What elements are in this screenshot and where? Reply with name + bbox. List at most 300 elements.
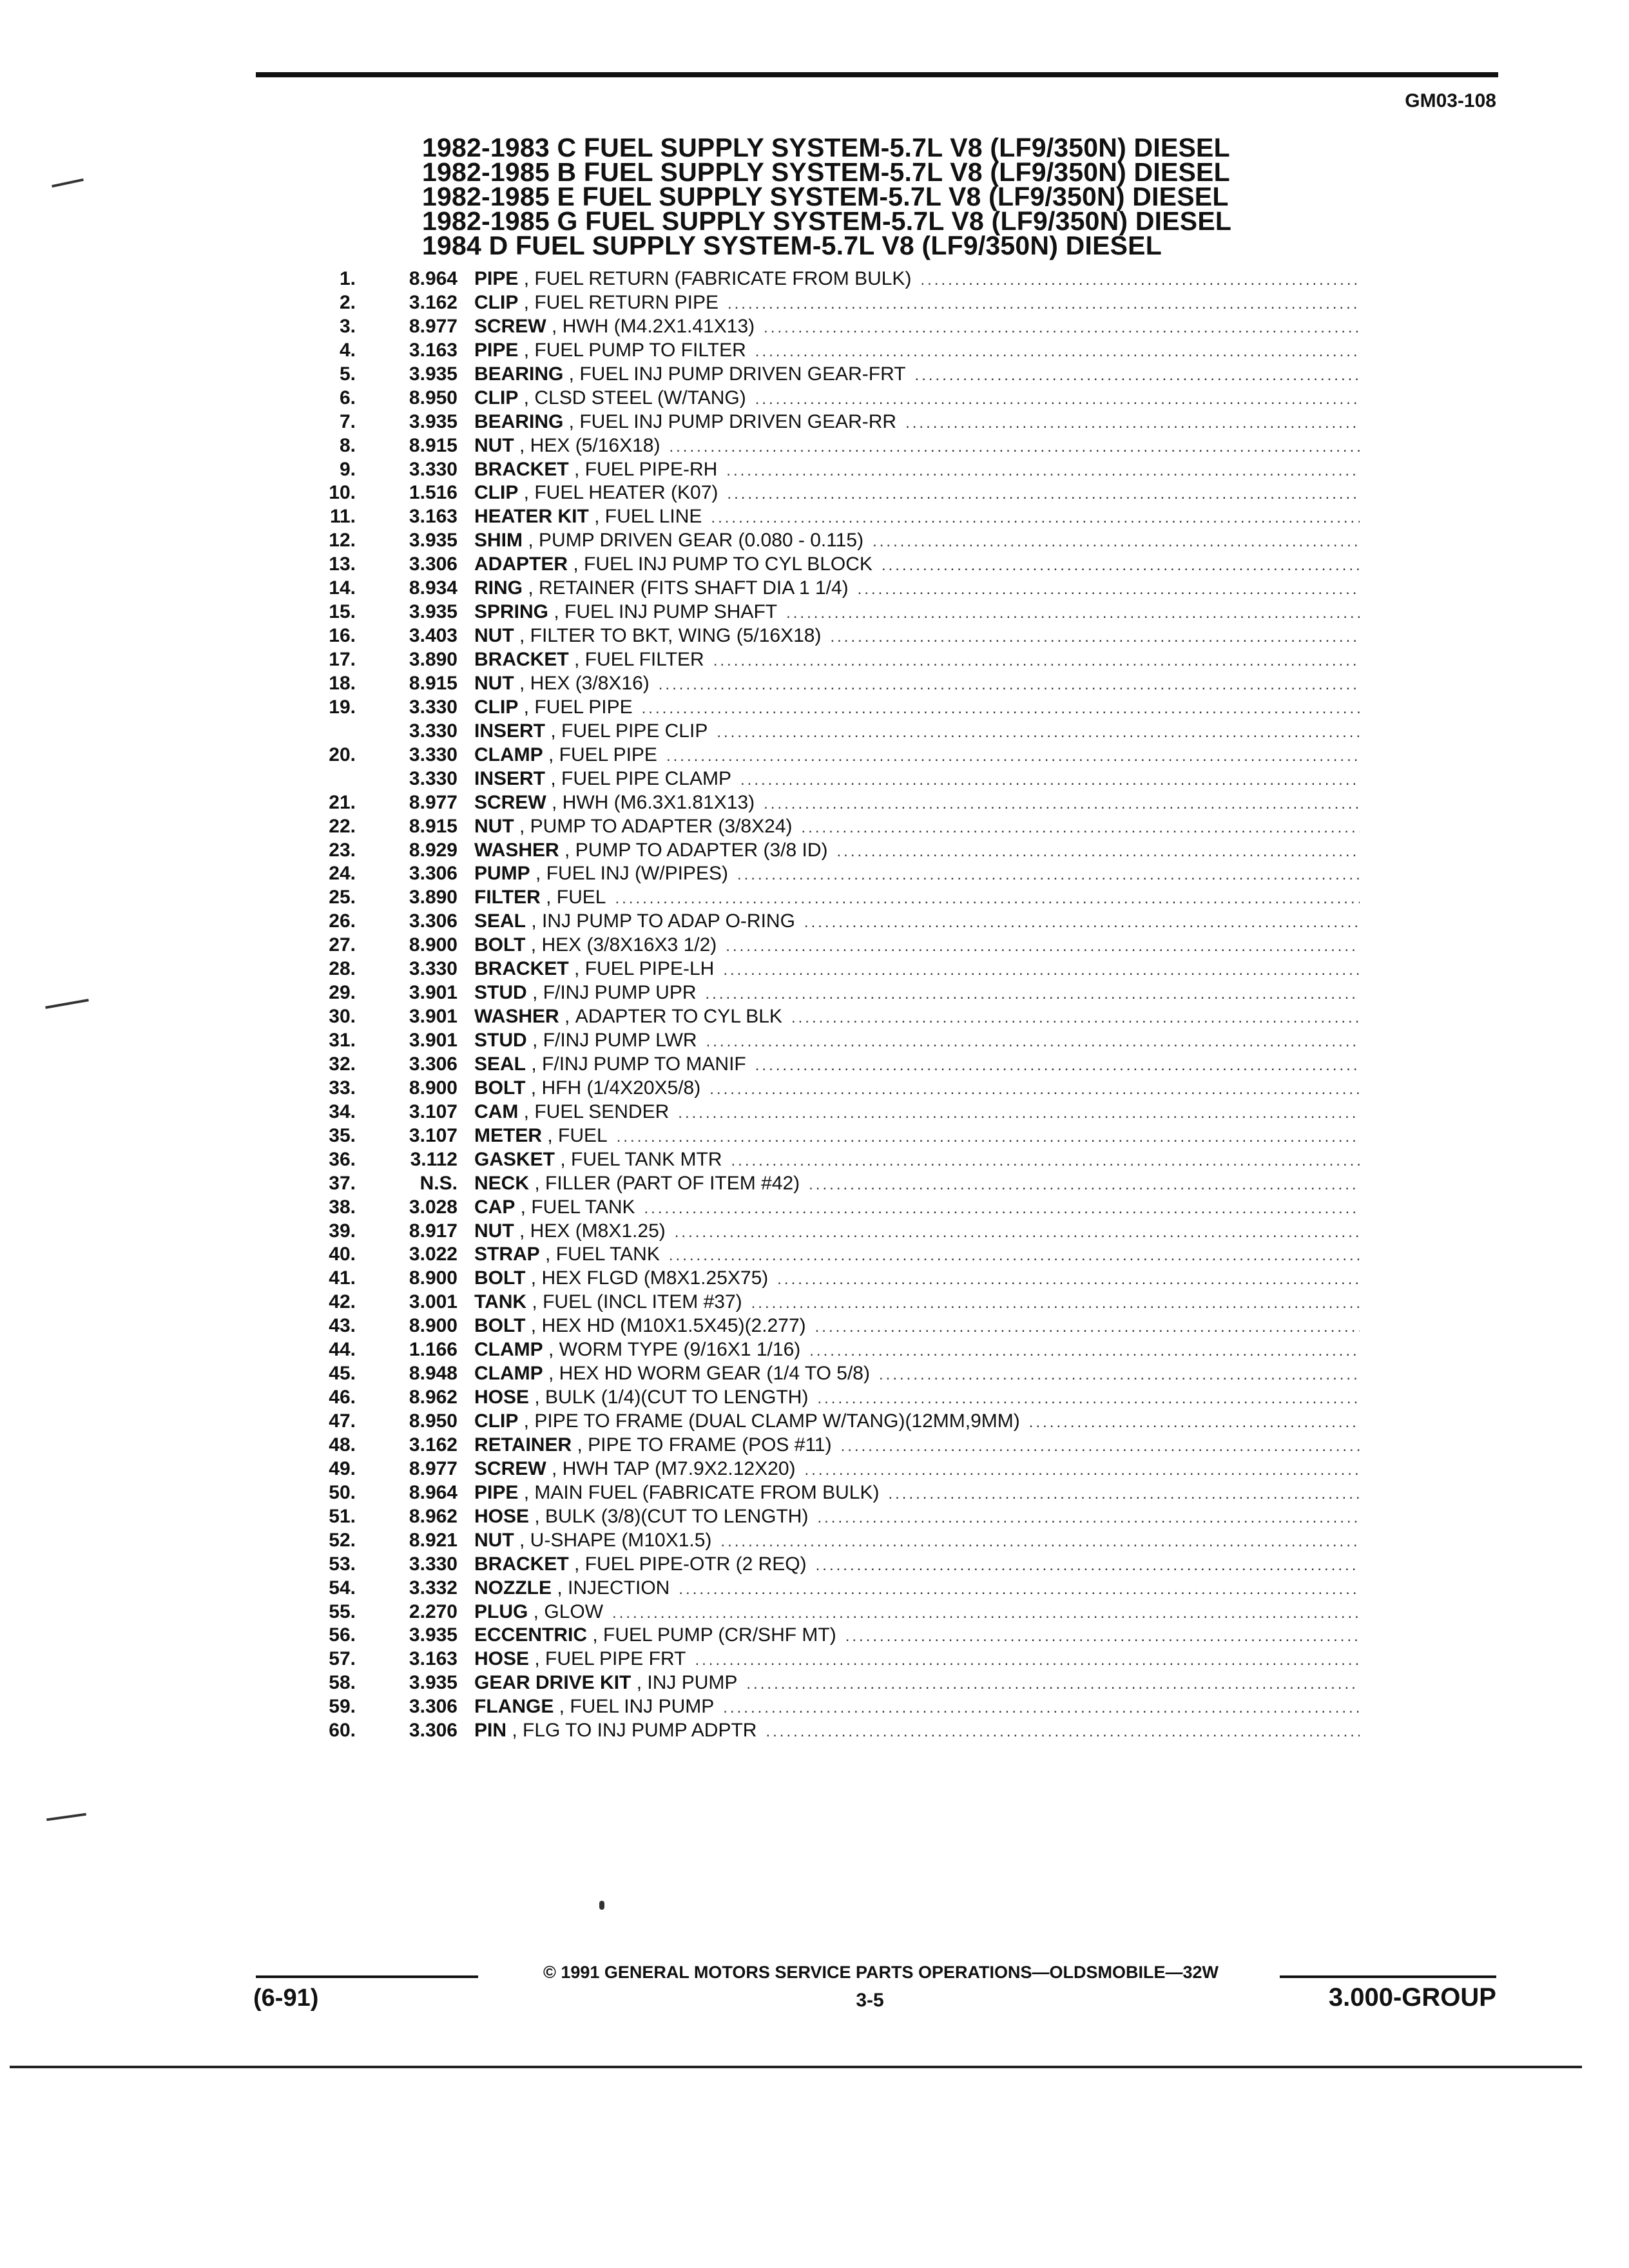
separator: , [529,1648,546,1670]
item-number: 43. [329,1315,356,1337]
separator: , [554,1696,570,1718]
part-detail: U-SHAPE (M10X1.5) [530,1529,712,1551]
separator: , [526,1053,543,1075]
dot-leader [836,840,1360,864]
part-detail: FUEL SENDER [534,1100,670,1122]
group-code: 3.001 [409,1291,458,1313]
group-code: 3.162 [409,291,458,313]
dot-leader [882,554,1360,578]
part-detail: PUMP DRIVEN GEAR (0.080 - 0.115) [539,530,864,552]
item-number: 48. [329,1434,356,1456]
dot-leader [830,626,1360,649]
part-detail: INJ PUMP TO ADAP O-RING [542,910,795,932]
item-number: 5. [339,363,356,385]
part-name: STUD [474,982,527,1004]
item-number: 56. [329,1624,356,1646]
part-name: RING [474,577,523,599]
part-detail: HEX (5/16X18) [530,434,660,456]
part-name: SCREW [474,315,546,337]
part-name: WASHER [474,1006,559,1028]
part-description [458,339,1360,364]
part-detail: FUEL (INCL ITEM #37) [543,1291,742,1313]
part-row [303,1148,1360,1172]
part-detail: F/INJ PUMP LWR [543,1030,697,1051]
part-detail: RETAINER (FITS SHAFT DIA 1 1/4) [539,577,849,599]
group-code: 8.950 [409,1410,458,1432]
group-code: 3.330 [409,720,458,742]
separator: , [588,506,605,528]
part-row [303,363,1360,387]
part-row [303,1505,1360,1529]
part-name: PLUG [474,1600,528,1622]
group-code: 8.962 [409,1505,458,1527]
part-name: CLAMP [474,1339,543,1361]
part-detail: FUEL PIPE CLAMP [561,767,731,789]
part-detail: HEX FLGD (M8X1.25X75) [541,1267,769,1289]
part-detail: FUEL TANK MTR [571,1148,722,1170]
separator: , [518,268,535,289]
part-description [458,744,1360,769]
part-name: PIPE [474,1481,519,1503]
group-code: 8.929 [409,839,458,861]
part-row [303,1457,1360,1481]
group-code: 3.330 [409,744,458,765]
part-description [458,1314,1360,1340]
item-number: 55. [329,1600,356,1622]
dot-leader [858,578,1360,602]
dot-leader [612,1602,1360,1626]
separator: , [525,1267,542,1289]
part-name: HOSE [474,1505,530,1527]
part-name: GASKET [474,1148,555,1170]
separator: , [559,1006,575,1028]
separator: , [525,1077,542,1099]
separator: , [546,791,563,813]
part-detail: FUEL PIPE CLIP [561,720,708,742]
dot-leader [644,1197,1360,1221]
dot-leader [666,745,1360,769]
item-number: 10. [329,482,356,504]
item-number: 7. [339,410,356,432]
part-description [458,1291,1360,1316]
part-row [303,720,1360,744]
item-number: 25. [329,887,356,908]
part-name: NOZZLE [474,1577,552,1599]
dot-leader [726,459,1360,483]
part-description [458,1362,1360,1387]
group-code: 8.915 [409,434,458,456]
separator: , [518,387,535,408]
part-description [458,291,1360,316]
part-row [303,886,1360,910]
group-code: 8.977 [409,315,458,337]
part-row [303,553,1360,577]
separator: , [518,291,535,313]
separator: , [568,458,585,480]
item-number: 26. [329,910,356,932]
part-description [458,957,1360,983]
part-row [303,624,1360,648]
item-number: 21. [329,791,356,813]
item-number: 1. [339,268,356,289]
group-code: 3.306 [409,553,458,575]
part-detail: BULK (1/4)(CUT TO LENGTH) [545,1387,809,1408]
part-detail: BULK (3/8)(CUT TO LENGTH) [545,1505,809,1527]
part-name: FLANGE [474,1696,554,1718]
part-row [303,434,1360,458]
item-number: 42. [329,1291,356,1313]
group-code: 3.935 [409,363,458,385]
item-number: 24. [329,863,356,885]
part-row [303,934,1360,957]
dot-leader [678,1102,1360,1126]
part-row [303,672,1360,696]
part-name: SPRING [474,601,549,623]
part-name: INSERT [474,720,546,742]
part-name: NUT [474,1529,514,1551]
bottom-rule [10,2066,1582,2068]
page-number: 3-5 [856,1990,884,2011]
part-row [303,1648,1360,1671]
dot-leader [872,530,1360,554]
part-description [458,1029,1360,1054]
part-detail: FILTER TO BKT, WING (5/16X18) [530,625,822,647]
part-detail: F/INJ PUMP UPR [543,982,697,1004]
part-name: SEAL [474,910,526,932]
separator: , [526,1291,543,1313]
dot-leader [809,1340,1360,1363]
part-description [458,862,1360,887]
item-number: 46. [329,1387,356,1408]
dot-leader [717,721,1360,745]
part-row [303,1529,1360,1553]
group-code: 8.964 [409,1481,458,1503]
separator: , [543,1363,559,1385]
part-name: STRAP [474,1244,540,1265]
part-description [458,1243,1360,1268]
part-description [458,505,1360,530]
group-code: 3.935 [409,530,458,552]
separator: , [515,1196,532,1218]
scan-mark [52,178,84,187]
part-description [458,1434,1360,1459]
group-code: 8.900 [409,1315,458,1337]
part-name: INSERT [474,767,546,789]
separator: , [631,1672,648,1694]
part-detail: FUEL INJ (W/PIPES) [546,863,728,885]
separator: , [514,1529,530,1551]
group-code: 8.962 [409,1387,458,1408]
part-description [458,458,1360,483]
group-code: 3.901 [409,1006,458,1028]
part-row [303,744,1360,767]
part-row [303,1362,1360,1386]
group-label: 3.000-GROUP [1328,1983,1496,2012]
part-description [458,1577,1360,1602]
item-number: 53. [329,1553,356,1575]
separator: , [529,1172,546,1194]
part-row [303,839,1360,863]
part-name: WASHER [474,839,559,861]
item-number: 44. [329,1339,356,1361]
part-detail: HEX HD WORM GEAR (1/4 TO 5/8) [559,1363,870,1385]
part-detail: FUEL RETURN PIPE [534,291,718,313]
item-number: 28. [329,958,356,980]
item-number: 59. [329,1696,356,1718]
part-description [458,1529,1360,1554]
part-description [458,1624,1360,1649]
part-detail: HEX (M8X1.25) [530,1220,666,1242]
part-description [458,1267,1360,1292]
group-code: 3.028 [409,1196,458,1218]
part-detail: HEX (3/8X16) [530,672,650,694]
part-row [303,1410,1360,1434]
item-number: 13. [329,553,356,575]
separator: , [568,958,585,980]
part-name: PIN [474,1720,507,1742]
part-detail: ADAPTER TO CYL BLK [575,1006,782,1028]
part-row [303,696,1360,720]
group-code: 8.900 [409,1267,458,1289]
part-name: BOLT [474,1315,526,1337]
part-detail: FUEL INJ PUMP TO CYL BLOCK [584,553,872,575]
part-detail: FUEL PIPE [534,696,633,718]
dot-leader [723,959,1360,983]
group-code: 3.901 [409,1030,458,1051]
part-detail: HFH (1/4X20X5/8) [541,1077,701,1099]
part-row [303,1553,1360,1577]
dot-leader [617,1126,1360,1149]
part-description [458,1220,1360,1245]
group-code: 3.306 [409,1720,458,1742]
dot-leader [755,1054,1360,1078]
item-number: 33. [329,1077,356,1099]
dot-leader [755,340,1360,364]
part-name: NUT [474,625,514,647]
item-number: 9. [339,458,356,480]
part-detail: FUEL RETURN (FABRICATE FROM BULK) [534,268,912,289]
part-description [458,934,1360,959]
group-code: 3.332 [409,1577,458,1599]
dot-leader [659,673,1360,697]
group-code: 3.112 [410,1148,458,1170]
part-row [303,1671,1360,1695]
item-number: 40. [329,1244,356,1265]
dot-leader [845,1625,1360,1649]
part-name: NUT [474,434,514,456]
group-code: 3.935 [409,601,458,623]
dot-leader [706,1030,1360,1054]
group-code: 3.163 [409,339,458,361]
item-number: 17. [329,649,356,670]
part-description [458,1457,1360,1483]
group-code: 3.330 [409,767,458,789]
part-row [303,505,1360,529]
part-description [458,1196,1360,1221]
separator: , [525,1315,542,1337]
dot-leader [695,1649,1360,1673]
part-description [458,1505,1360,1530]
revision-date: (6-91) [253,1984,319,2012]
part-description [458,410,1360,436]
part-description [458,1410,1360,1435]
top-rule [256,72,1498,77]
part-detail: INJECTION [568,1577,670,1599]
part-detail: PUMP TO ADAPTER (3/8X24) [530,815,793,837]
part-name: BRACKET [474,649,569,670]
dot-leader [726,935,1360,959]
part-name: RETAINER [474,1434,572,1456]
scan-mark [45,999,89,1009]
dot-leader [669,1244,1360,1268]
dot-leader [723,1696,1360,1720]
dot-leader [791,1006,1360,1030]
dot-leader [805,1459,1360,1483]
separator: , [559,839,575,861]
part-description [458,720,1360,745]
separator: , [543,744,559,765]
item-number: 11. [329,506,356,528]
part-name: BEARING [474,363,564,385]
separator: , [526,910,543,932]
part-name: PUMP [474,863,530,885]
part-detail: FILLER (PART OF ITEM #42) [545,1172,800,1194]
part-row [303,981,1360,1005]
part-name: CLIP [474,482,519,504]
part-row [303,315,1360,339]
group-code: 3.162 [409,1434,458,1456]
part-row [303,458,1360,482]
part-row [303,1053,1360,1077]
dot-leader [841,1435,1360,1459]
part-name: FILTER [474,887,541,908]
part-row [303,291,1360,315]
part-description [458,839,1360,864]
separator: , [518,1410,535,1432]
title-line: 1982-1985 G FUEL SUPPLY SYSTEM-5.7L V8 (LF9/350N) DIESEL [422,206,1232,236]
part-row [303,1695,1360,1719]
group-code: 3.306 [409,910,458,932]
part-row [303,1220,1360,1244]
group-code: 1.166 [409,1339,458,1361]
separator: , [555,1148,572,1170]
part-row [303,1719,1360,1743]
part-name: BRACKET [474,1553,569,1575]
item-number: 20. [329,744,356,765]
group-code: 8.900 [409,1077,458,1099]
group-code: 3.107 [409,1100,458,1122]
part-detail: PIPE TO FRAME (POS #11) [588,1434,832,1456]
group-code: 8.915 [409,672,458,694]
item-number: 19. [329,696,356,718]
group-code: 8.950 [409,387,458,408]
part-detail: WORM TYPE (9/16X1 1/16) [559,1339,801,1361]
part-row [303,1291,1360,1314]
part-row [303,1029,1360,1053]
part-name: BEARING [474,410,564,432]
separator: , [529,1505,546,1527]
item-number: 49. [329,1457,356,1479]
group-code: 8.921 [409,1529,458,1551]
part-name: CAP [474,1196,516,1218]
group-code: 3.935 [409,410,458,432]
part-row [303,1600,1360,1624]
parts-list [303,267,1360,1743]
dot-leader [815,1316,1360,1340]
part-name: HEATER KIT [474,506,589,528]
group-code: 3.163 [409,506,458,528]
dot-leader [817,1387,1360,1411]
part-name: ECCENTRIC [474,1624,588,1646]
item-number: 41. [329,1267,356,1289]
group-code: 3.935 [409,1624,458,1646]
part-row [303,387,1360,410]
group-code: N.S. [419,1172,458,1194]
dot-leader [642,697,1360,721]
part-name: BOLT [474,1267,526,1289]
dot-leader [728,293,1360,316]
scan-mark [46,1813,86,1821]
item-number: 23. [329,839,356,861]
part-name: GEAR DRIVE KIT [474,1672,631,1694]
part-row [303,267,1360,291]
document-id: GM03-108 [1405,90,1496,111]
part-name: NUT [474,815,514,837]
part-detail: HWH (M4.2X1.41X13) [562,315,755,337]
item-number: 18. [329,672,356,694]
part-description [458,481,1360,506]
item-number: 27. [329,934,356,956]
separator: , [529,1387,546,1408]
group-code: 3.107 [409,1124,458,1146]
item-number: 3. [339,315,356,337]
part-name: CLIP [474,387,519,408]
item-number: 2. [339,291,356,313]
part-row [303,1577,1360,1600]
part-row [303,1243,1360,1267]
dot-leader [669,436,1360,459]
separator: , [546,1457,563,1479]
separator: , [552,1577,568,1599]
separator: , [506,1720,523,1742]
part-row [303,1005,1360,1029]
dot-leader [740,769,1360,793]
part-name: METER [474,1124,542,1146]
part-row [303,767,1360,791]
dot-leader [746,1673,1360,1696]
part-description [458,1053,1360,1078]
part-name: CLIP [474,1410,519,1432]
separator: , [523,530,539,552]
group-code: 3.901 [409,982,458,1004]
item-number: 58. [329,1672,356,1694]
item-number: 51. [329,1505,356,1527]
separator: , [518,339,535,361]
part-name: HOSE [474,1387,530,1408]
part-description [458,434,1360,459]
item-number: 39. [329,1220,356,1242]
separator: , [514,815,530,837]
part-name: CLIP [474,291,519,313]
group-code: 8.934 [409,577,458,599]
separator: , [526,982,543,1004]
item-number: 8. [339,434,356,456]
part-description [458,529,1360,554]
part-description [458,1338,1360,1363]
part-description [458,815,1360,840]
separator: , [514,672,530,694]
separator: , [518,1100,535,1122]
